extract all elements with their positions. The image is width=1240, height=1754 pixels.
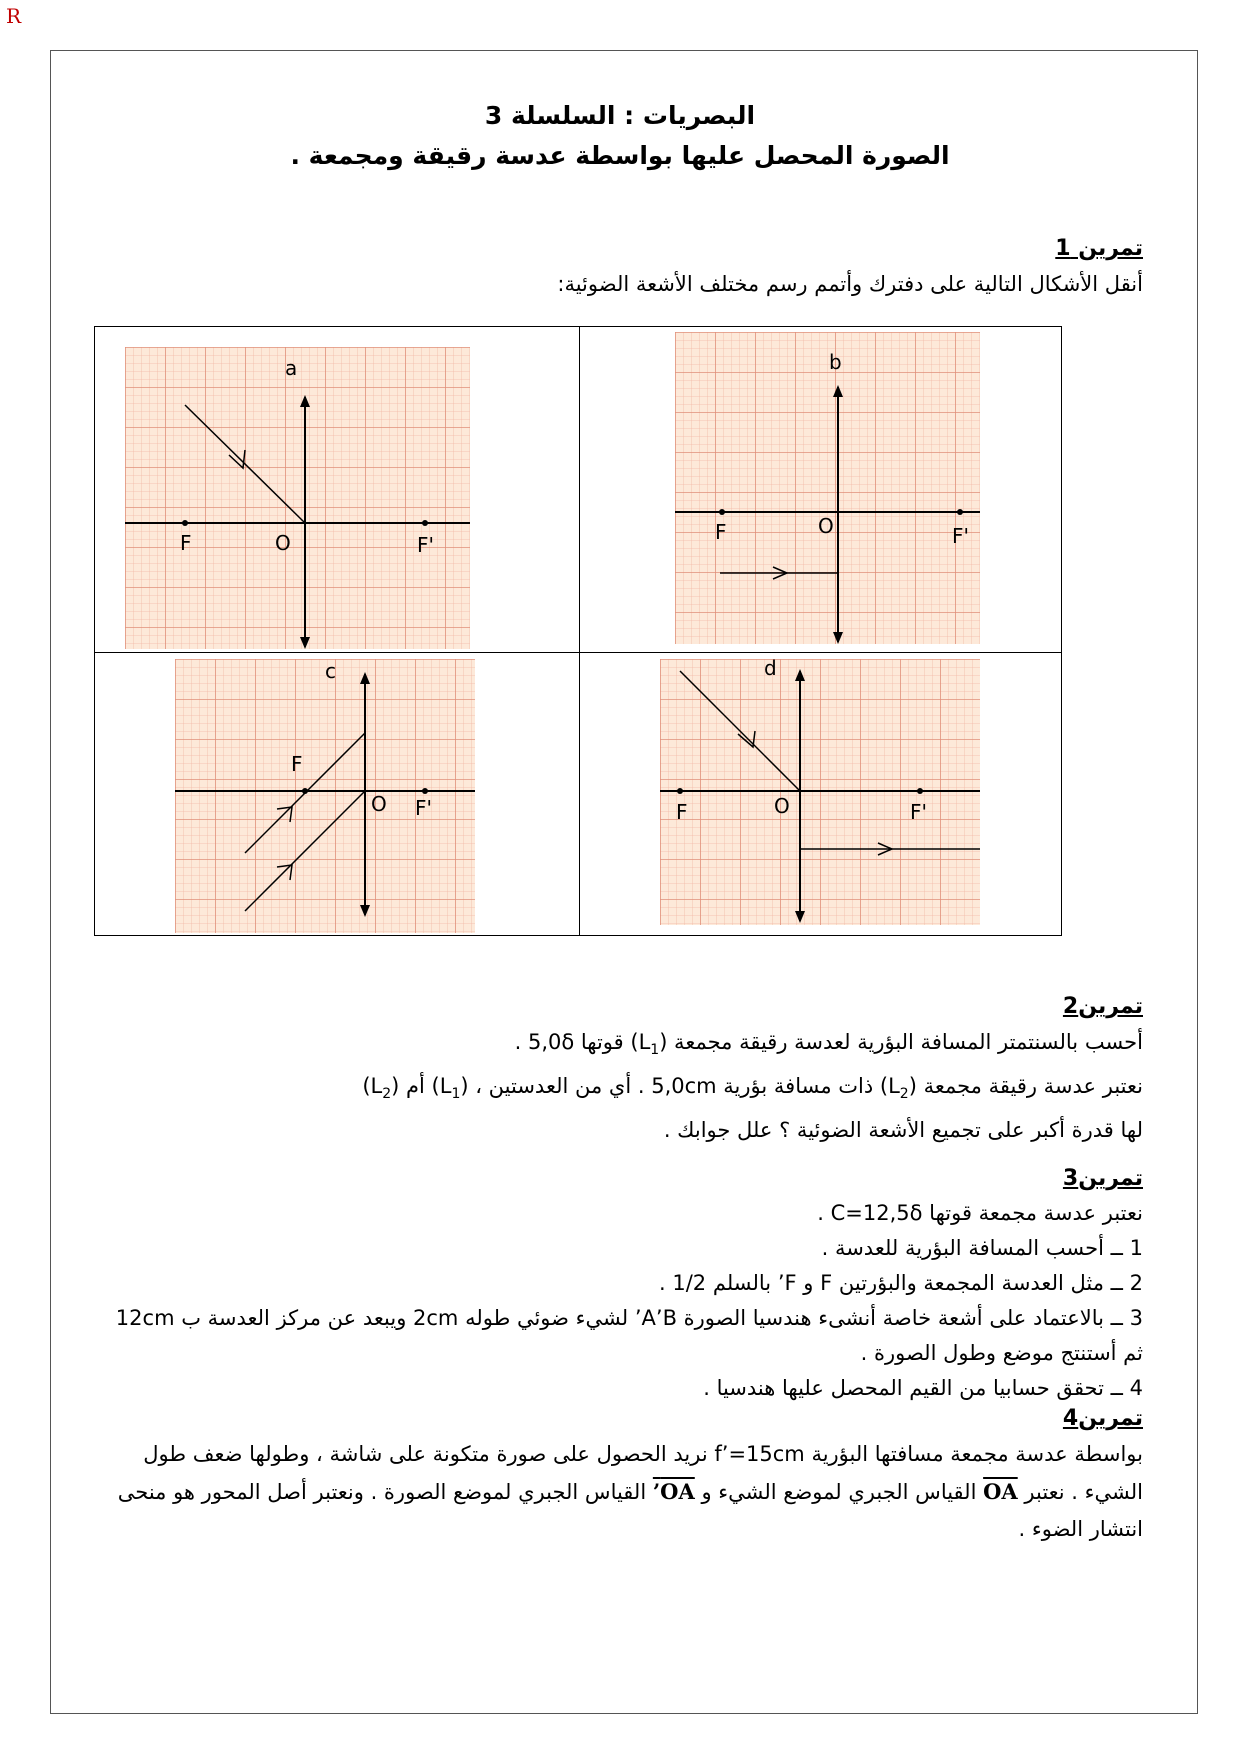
- ex3-line1: نعتبر عدسة مجمعة قوتها C=12,5δ .: [817, 1201, 1143, 1225]
- ex4-text: بواسطة عدسة مجمعة مسافتها البؤرية f’=15cm نريد الحصول على صورة متكونة على شاشة ، وطولها ضعف طول الشيء . نعتبر OA القياس الجبري لموضع الشيء و OA’ القياس الجبري لموضع الصورة . ونعتبر أصل المحور هو منحى انتشار الضوء .: [117, 1442, 1143, 1541]
- figure-a-O: O: [275, 531, 291, 555]
- figure-a-label: a: [285, 356, 298, 380]
- ex3-text: [95, 1196, 1143, 1406]
- series-subtitle: الصورة المحصل عليها بواسطة عدسة رقيقة ومجمعة .: [290, 141, 950, 170]
- ex2-line2: نعتبر عدسة رقيقة مجمعة $(L_2)$ ذات مسافة بؤرية 5,0cm . أي من العدستين ، $(L_1)$ أم $(L_2)$: [362, 1074, 1143, 1103]
- figure-b-Fp: F': [952, 524, 970, 548]
- figures-table: [94, 326, 1062, 936]
- figure-d-F: F: [676, 800, 688, 824]
- series-title: البصريات : السلسلة 3: [484, 101, 756, 130]
- figure-d: [660, 659, 980, 925]
- figure-c: [175, 659, 475, 933]
- ex2-line3: لها قدرة أكبر على تجميع الأشعة الضوئية ؟ علل جوابك .: [663, 1118, 1143, 1143]
- figure-d-O: O: [774, 794, 790, 818]
- ex1-heading: تمرين 1: [1055, 236, 1143, 261]
- oa-symbol: OA: [983, 1479, 1018, 1504]
- ex2-line1: أحسب بالسنتمتر المسافة البؤرية لعدسة رقيقة مجمعة $(L_1)$ قوتها 5,0δ .: [514, 1030, 1143, 1059]
- corner-mark: R: [6, 4, 22, 28]
- figure-b: [675, 332, 980, 644]
- figure-b-O: O: [818, 514, 834, 538]
- figure-c-O: O: [371, 792, 387, 816]
- ex2-heading: تمرين2: [1062, 994, 1143, 1019]
- figure-c-F: F: [291, 752, 303, 776]
- figure-a: [125, 347, 470, 649]
- figure-d-Fp: F': [910, 800, 928, 824]
- figure-a-F: F: [180, 531, 192, 555]
- figure-b-F: F: [715, 520, 727, 544]
- figure-d-label: d: [764, 659, 777, 680]
- figure-a-Fp: F': [417, 533, 435, 557]
- figure-c-label: c: [325, 659, 336, 683]
- ex1-text: أنقل الأشكال التالية على دفترك وأتمم رسم مختلف الأشعة الضوئية:: [557, 272, 1143, 296]
- ex3-line2: 1 ــ أحسب المسافة البؤرية للعدسة .: [821, 1236, 1143, 1260]
- figure-c-Fp: F': [415, 796, 433, 820]
- ex2-text: [95, 1024, 1143, 1148]
- ex3-line4: 3 ــ بالاعتماد على أشعة خاصة أنشىء هندسيا الصورة A’B’ لشيء ضوئي طوله 2cm ويبعد عن مركز العدسة ب 12cm ثم أستنتج موضع وطول الصورة .: [115, 1306, 1143, 1365]
- ex3-heading: تمرين3: [1062, 1166, 1143, 1191]
- figure-b-label: b: [829, 350, 842, 374]
- ex3-line3: 2 ــ مثل العدسة المجمعة والبؤرتين F و F’ بالسلم 1/2 .: [659, 1271, 1143, 1295]
- ex3-line5: 4 ــ تحقق حسابيا من القيم المحصل عليها هندسيا .: [703, 1376, 1143, 1400]
- oa-prime-symbol: OA’: [652, 1479, 695, 1504]
- ex4-heading: تمرين4: [1062, 1406, 1143, 1431]
